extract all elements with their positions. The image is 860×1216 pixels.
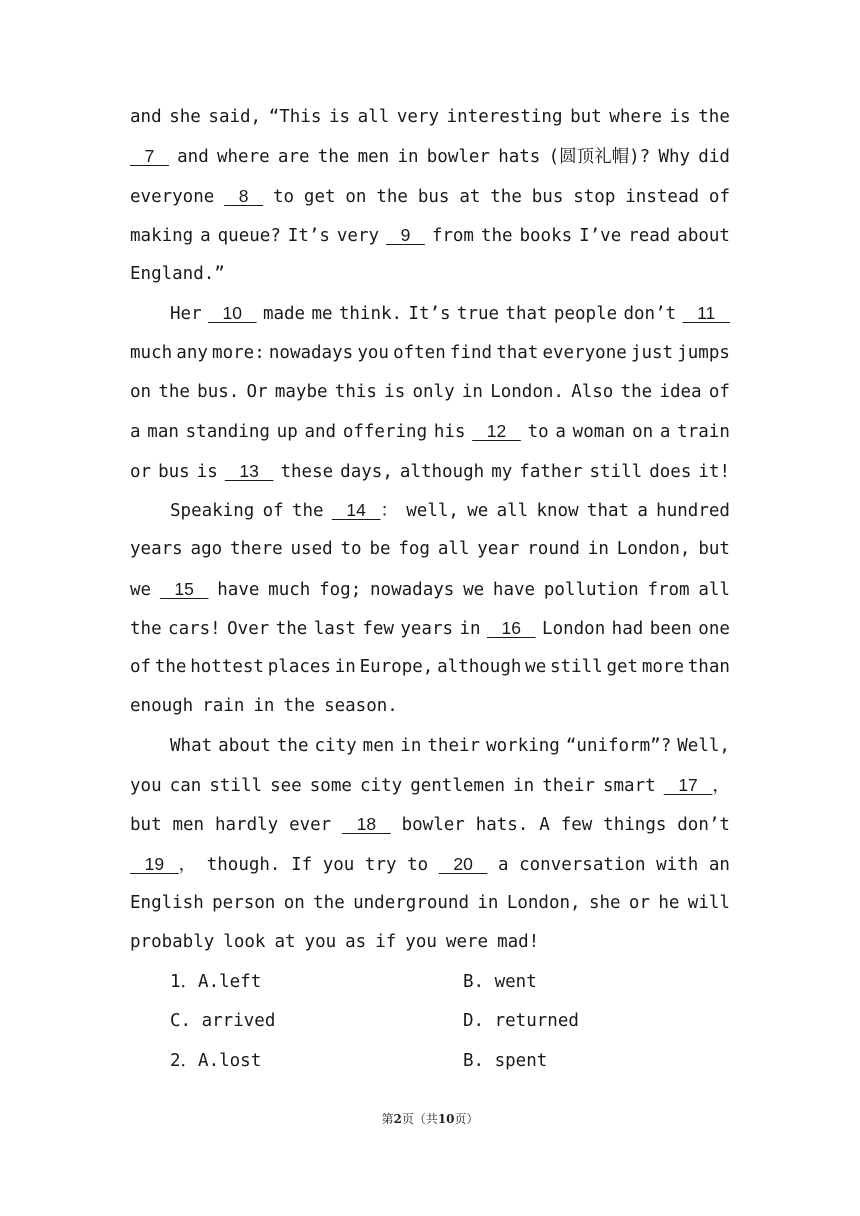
word: the (130, 618, 162, 639)
word: just (630, 342, 674, 363)
word: know (536, 500, 579, 521)
word: is (384, 382, 406, 403)
blank-number: 7 (130, 146, 169, 167)
word: Europe, (359, 657, 434, 678)
word: people (553, 304, 618, 325)
word: hardly (214, 815, 279, 836)
word: train (677, 422, 730, 443)
word: you (130, 776, 162, 797)
word: in (513, 776, 535, 797)
word: underground (353, 892, 470, 913)
word: used (290, 539, 333, 560)
word: the (313, 892, 345, 913)
blank-number: 17 (663, 775, 713, 796)
word: have (217, 579, 260, 600)
word: we (130, 579, 152, 600)
word: made (262, 304, 306, 325)
blank-number: 11 (682, 303, 730, 324)
word: on (632, 422, 654, 443)
word: nowadays (268, 342, 354, 363)
word: things (603, 815, 667, 836)
text-line (130, 137, 730, 176)
word: all (357, 107, 390, 127)
word: often (393, 342, 446, 363)
text-line (130, 452, 730, 491)
word: cars! (168, 618, 221, 639)
option-text: B. went (463, 972, 537, 992)
word: days, (340, 461, 393, 482)
blank-16 (487, 609, 536, 649)
word: more: (212, 342, 265, 363)
word: their (542, 776, 595, 797)
word: have (492, 579, 536, 600)
word: we (467, 500, 489, 521)
word: men (357, 147, 390, 168)
word: on (283, 892, 305, 913)
word: a (200, 225, 211, 246)
blank-number: 12 (472, 421, 521, 442)
word: don’t (677, 815, 730, 836)
blank-19: 19 ， (130, 845, 196, 885)
word: where (609, 107, 662, 127)
word: find (449, 342, 493, 363)
option-row (170, 1042, 730, 1081)
word: still (550, 657, 603, 678)
word: working (486, 735, 560, 756)
word: though. (206, 854, 281, 875)
text-line (130, 412, 730, 451)
text-line (130, 334, 730, 373)
word: few (362, 618, 394, 639)
word: you (357, 342, 389, 363)
word: bus (531, 186, 564, 207)
footer-middle: 页（共 (401, 1112, 438, 1126)
text-line (130, 884, 730, 923)
word: a (659, 422, 671, 443)
word: books (519, 225, 573, 246)
word: men (362, 735, 395, 756)
blank-number: 10 (207, 303, 257, 324)
word: see (270, 776, 302, 797)
word: of (708, 382, 730, 403)
word: still (209, 776, 263, 797)
word: look (223, 932, 266, 953)
text-line (130, 766, 730, 805)
word: of (262, 500, 284, 521)
word: than (687, 657, 730, 678)
word: “This (268, 107, 322, 127)
word: fog; (319, 579, 362, 600)
word: maybe (274, 382, 328, 403)
word: said, (208, 107, 262, 127)
blank-number: 18 (342, 814, 391, 835)
footer-prefix: 第 (381, 1112, 394, 1126)
word: standing (185, 422, 270, 443)
word: men (172, 815, 205, 836)
word: try (364, 854, 397, 875)
word: this (334, 382, 377, 403)
text-line (130, 373, 730, 412)
blank-13 (225, 452, 274, 492)
blank-12 (472, 412, 521, 452)
blank-15 (160, 570, 209, 610)
word: year (477, 539, 520, 560)
word: much (268, 579, 311, 600)
word: Her (170, 304, 202, 325)
word: although (399, 461, 485, 482)
word: all (437, 539, 470, 560)
word: one (698, 618, 730, 639)
word: person (212, 892, 276, 913)
text-line (130, 923, 730, 962)
word: my (491, 461, 513, 482)
word: man (147, 422, 179, 443)
word: in (459, 618, 481, 639)
word: does (649, 461, 692, 482)
word: last (313, 618, 356, 639)
text-line (130, 845, 730, 884)
text-line (130, 687, 730, 726)
word: a (497, 854, 509, 875)
word: father (519, 461, 583, 482)
word: queue? (217, 225, 281, 246)
word: did (698, 147, 730, 168)
text-line (130, 530, 730, 569)
blank-10 (208, 294, 257, 334)
word: in (461, 382, 483, 403)
word: an (708, 854, 730, 875)
word: I’ve (579, 225, 622, 246)
word: mad! (497, 932, 540, 953)
word: city (359, 776, 403, 797)
word: and (130, 107, 162, 127)
blank-11 (683, 294, 730, 334)
word: rain (202, 696, 245, 717)
word: if (375, 932, 397, 953)
word: to (340, 539, 362, 560)
word: of (708, 186, 730, 207)
word: me (311, 304, 333, 325)
word: where (216, 147, 270, 168)
blank-18 (342, 805, 391, 845)
word: round (527, 539, 580, 560)
word: (圆顶礼帽)? (548, 147, 651, 168)
word: we (525, 657, 547, 678)
word: years (130, 539, 183, 560)
word: or (130, 461, 152, 482)
word: that (586, 500, 630, 521)
blank-number: 15 (159, 578, 209, 599)
word: well, (406, 500, 459, 521)
word: on (130, 382, 152, 403)
blank-number: 14 (331, 499, 381, 520)
word: It’s (287, 225, 330, 246)
word: idea (659, 382, 702, 403)
word: be (369, 539, 391, 560)
word: were (445, 932, 489, 953)
word: but (698, 539, 730, 560)
text-line (130, 570, 730, 609)
option-text: 2．A.lost (170, 1050, 262, 1071)
word: can (169, 776, 202, 797)
word: she (169, 107, 201, 127)
word: bowler (426, 147, 490, 168)
blank-8 (224, 177, 263, 217)
word: city (314, 735, 357, 756)
word: been (649, 618, 692, 639)
blank-9 (386, 216, 425, 256)
word: stop (573, 186, 616, 207)
word: hats (498, 147, 541, 168)
blank-number: 9 (385, 224, 425, 245)
text-line (130, 216, 730, 255)
word: all (496, 500, 529, 521)
option-text: 1．A.left (170, 972, 262, 992)
word: very (396, 107, 439, 127)
word: London, (506, 892, 581, 913)
word: any (176, 342, 208, 363)
footer-page-total: 10 (437, 1112, 455, 1126)
word: bus (158, 461, 190, 482)
word: interesting (446, 107, 563, 127)
word: smart (602, 776, 656, 797)
word: with (656, 854, 699, 875)
word: ever (289, 815, 332, 836)
answer-options (170, 963, 730, 1081)
text-line (130, 294, 730, 333)
text-line (130, 177, 730, 216)
blank-number: 8 (224, 185, 264, 206)
word: nowadays (370, 579, 455, 600)
word: but (570, 107, 602, 127)
word: bus (417, 186, 450, 207)
word: is (196, 461, 218, 482)
word: What (170, 735, 213, 756)
word: their (427, 735, 481, 756)
word: true (456, 304, 500, 325)
word: ago (190, 539, 223, 560)
word: Over (227, 618, 270, 639)
word: up (276, 422, 298, 443)
text-line (130, 727, 730, 766)
word: some (309, 776, 352, 797)
word: that (505, 304, 548, 325)
text-line (130, 255, 730, 294)
word: that (496, 342, 539, 363)
word: in (587, 539, 609, 560)
word: everyone (130, 186, 215, 207)
word: only (412, 382, 455, 403)
option-text: D. returned (463, 1011, 579, 1032)
word: all (698, 579, 730, 600)
word: it! (698, 461, 730, 482)
word: and (304, 422, 337, 443)
blank-number: 16 (486, 617, 536, 638)
word: places (267, 657, 331, 678)
text-line (130, 98, 730, 137)
word: hats. (475, 815, 529, 836)
blank-number: 20 (438, 853, 488, 874)
blank-14: 14 ： (332, 491, 398, 531)
word: the (376, 186, 408, 207)
word: Also (571, 382, 614, 403)
word: he (658, 892, 680, 913)
word: bus. (197, 382, 240, 403)
blank-number: 13 (224, 460, 274, 481)
word: had (611, 618, 644, 639)
word: the (275, 618, 308, 639)
word: If (291, 854, 313, 875)
option-text: B. spent (463, 1050, 548, 1071)
word: a (555, 422, 566, 443)
word: the (698, 107, 730, 127)
word: instead (625, 186, 700, 207)
word: you (322, 854, 355, 875)
word: the (620, 382, 653, 403)
word: the (317, 147, 350, 168)
blank-20 (439, 845, 488, 885)
word: or (628, 892, 650, 913)
text-line (130, 805, 730, 844)
word: as (345, 932, 367, 953)
word: the (480, 225, 513, 246)
word: you (405, 932, 437, 953)
text-line (130, 491, 730, 530)
word: will (687, 892, 730, 913)
word: hottest (190, 657, 264, 678)
word: in (400, 735, 422, 756)
word: to (527, 422, 549, 443)
blank-17: 17 ， (664, 766, 730, 806)
word: to (407, 854, 429, 875)
word: Or (246, 382, 268, 403)
word: in (334, 657, 356, 678)
word: fog (398, 539, 430, 560)
word: much (130, 342, 173, 363)
word: It’s (408, 304, 451, 325)
word: is (328, 107, 351, 127)
word: the (276, 735, 309, 756)
word: of (130, 657, 152, 678)
word: pollution (543, 579, 639, 600)
option-row (170, 1002, 730, 1041)
word: everyone (542, 342, 627, 363)
word: she (588, 892, 621, 913)
word: few (560, 815, 593, 836)
word: London. (490, 382, 564, 403)
word: and (177, 147, 209, 168)
word: “uniform”? (565, 735, 672, 756)
footer-suffix: 页） (454, 1112, 479, 1126)
word: London (542, 618, 606, 639)
word: his (433, 422, 466, 443)
page-footer (0, 1110, 860, 1127)
blank-7 (130, 137, 169, 177)
word: Why (658, 147, 691, 168)
text-line (130, 648, 730, 687)
word: at (274, 932, 296, 953)
word: but (130, 815, 162, 836)
word: is (669, 107, 691, 127)
word: these (280, 461, 334, 482)
word: about (218, 735, 271, 756)
word: very (336, 225, 380, 246)
word: read (628, 225, 671, 246)
word: in (397, 147, 419, 168)
word: get (303, 186, 336, 207)
word: in (253, 696, 275, 717)
word: you (304, 932, 337, 953)
word: Speaking (170, 500, 255, 521)
word: about (677, 225, 730, 246)
word: years (400, 618, 454, 639)
word: hundred (656, 500, 730, 521)
word: bowler (401, 815, 465, 836)
word: to (272, 186, 295, 207)
passage-text (130, 98, 730, 963)
word: season. (324, 696, 398, 717)
word: there (229, 539, 283, 560)
option-text: C. arrived (170, 1011, 276, 1032)
word: England.” (130, 264, 225, 285)
word: in (477, 892, 499, 913)
word: think. (338, 304, 403, 325)
word: jumps (677, 342, 730, 363)
word: on (345, 186, 367, 207)
word: a (130, 422, 141, 443)
word: offering (342, 422, 428, 443)
word: woman (572, 422, 626, 443)
word: English (130, 892, 204, 913)
text-line (130, 609, 730, 648)
word: A (539, 815, 550, 836)
word: gentlemen (410, 776, 506, 797)
word: London, (616, 539, 691, 560)
word: Well, (677, 735, 730, 756)
word: although (437, 657, 522, 678)
word: from (647, 579, 690, 600)
word: from (431, 225, 474, 246)
word: enough (130, 696, 194, 717)
word: the (154, 657, 187, 678)
word: more (641, 657, 684, 678)
word: get (606, 657, 639, 678)
footer-page-number: 2 (393, 1112, 402, 1126)
blank-number: 19 (130, 853, 179, 874)
word: a (637, 500, 648, 521)
word: the (283, 696, 316, 717)
word: the (158, 382, 190, 403)
word: probably (130, 932, 215, 953)
word: conversation (519, 854, 646, 875)
word: making (130, 225, 194, 246)
word: are (277, 147, 310, 168)
word: still (589, 461, 643, 482)
word: don’t (623, 304, 677, 325)
option-row (170, 963, 730, 1002)
word: at (459, 186, 481, 207)
word: the (291, 500, 324, 521)
word: we (463, 579, 485, 600)
word: the (490, 186, 522, 207)
